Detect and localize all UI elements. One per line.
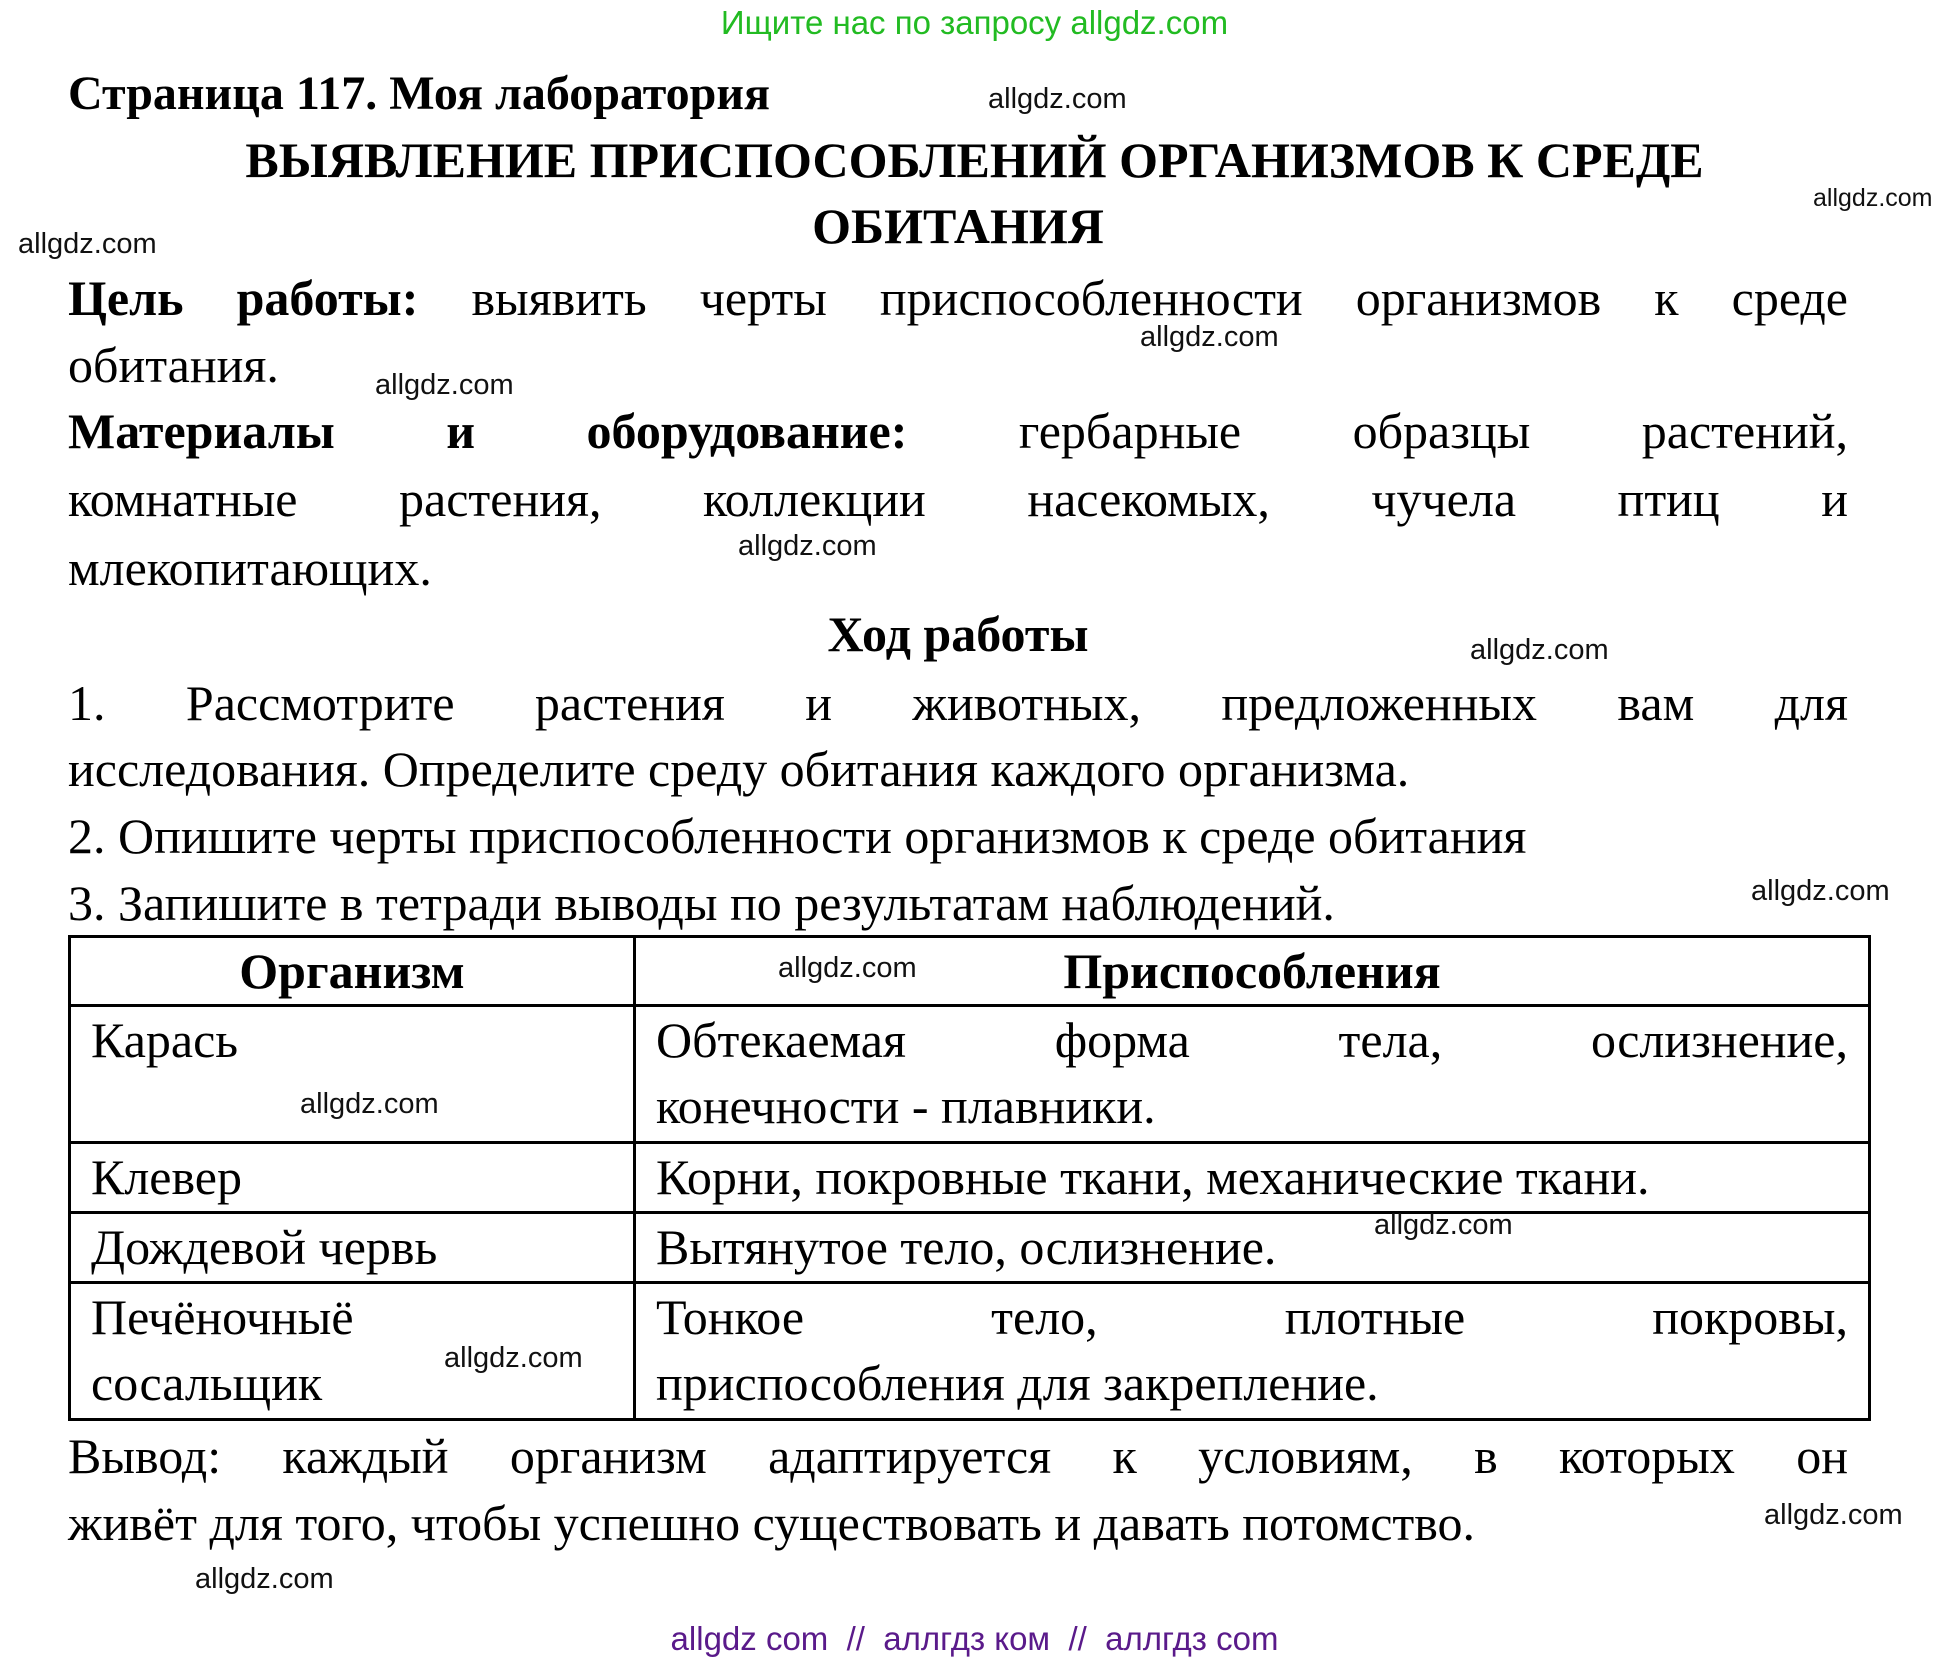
watermark: allgdz.com [988,83,1127,115]
materials-line-2: комнатные растения, коллекции насекомых, чучела птиц и [68,471,1848,527]
adaptation-cell: Вытянутое тело, ослизнение. [635,1213,1870,1283]
organism-cell: Клевер [70,1143,635,1213]
table-row [70,1213,1870,1283]
watermark: allgdz.com [1764,1499,1903,1531]
materials-line-3: млекопитающих. [68,540,432,596]
title-line-1: ВЫЯВЛЕНИЕ ПРИСПОСОБЛЕНИЙ ОРГАНИЗМОВ К СРЕДЕ [245,132,1704,188]
header-organism: Организм [70,937,635,1006]
goal-text: выявить черты приспособленности организмов к среде [471,270,1848,326]
step-2: 2. Опишите черты приспособленности организмов к среде обитания [68,808,1527,864]
adaptation-cell [635,1006,1870,1143]
organism-cell: Карась [70,1006,635,1143]
step-1-line-1: 1. Рассмотрите растения и животных, предложенных вам для [68,675,1848,731]
goal-label: Цель работы: [68,270,419,326]
watermark: allgdz.com [778,952,917,984]
watermark: allgdz.com [1751,875,1890,907]
watermark: allgdz.com [375,369,514,401]
watermark: allgdz.com [738,530,877,562]
conclusion-line-2: живёт для того, чтобы успешно существовать и давать потомство. [68,1495,1476,1551]
adaptation-cell: Корни, покровные ткани, механические ткани. [635,1143,1870,1213]
goal-line-1 [68,264,1848,332]
top-banner: Ищите нас по запросу allgdz.com [720,4,1229,41]
table-row [70,1143,1870,1213]
watermark: allgdz.com [1374,1209,1513,1241]
title-line-2: ОБИТАНИЯ [812,198,1104,254]
adaptation-line: приспособления для закрепление. [656,1355,1379,1411]
adaptation-line: Тонкое тело, плотные покровы, [656,1289,1848,1345]
step-3: 3. Запишите в тетради выводы по результатам наблюдений. [68,875,1335,931]
adaptation-line: Обтекаемая форма тела, ослизнение, [656,1012,1848,1068]
adaptation-line: конечности - плавники. [656,1078,1156,1134]
procedure-title: Ход работы [827,606,1089,662]
materials-line-1 [68,397,1848,465]
header-adaptations: Приспособления [635,937,1870,1006]
table-row [70,1283,1870,1420]
table-header-row [70,937,1870,1006]
watermark: allgdz.com [444,1342,583,1374]
adaptation-cell [635,1283,1870,1420]
results-table [68,935,1871,1421]
organism-name: Печёночныё сосальщик [91,1289,354,1411]
organism-cell: Дождевой червь [70,1213,635,1283]
watermark: allgdz.com [195,1563,334,1595]
page-heading: Страница 117. Моя лаборатория [68,67,770,120]
table-row [70,1006,1870,1143]
materials-label: Материалы и оборудование: [68,403,908,459]
watermark: allgdz.com [1470,634,1609,666]
step-1-line-2: исследования. Определите среду обитания каждого организма. [68,741,1410,797]
materials-text: гербарные образцы растений, [1018,403,1848,459]
watermark: allgdz.com [1140,321,1279,353]
watermark: allgdz.com [1813,184,1933,212]
watermark: allgdz.com [18,228,157,260]
conclusion-line-1: Вывод: каждый организм адаптируется к условиям, в которых он [68,1428,1848,1484]
bottom-banner: allgdz com // аллгдз ком // аллгдз com [670,1620,1279,1657]
goal-line-2: обитания. [68,337,279,393]
watermark: allgdz.com [300,1088,439,1120]
